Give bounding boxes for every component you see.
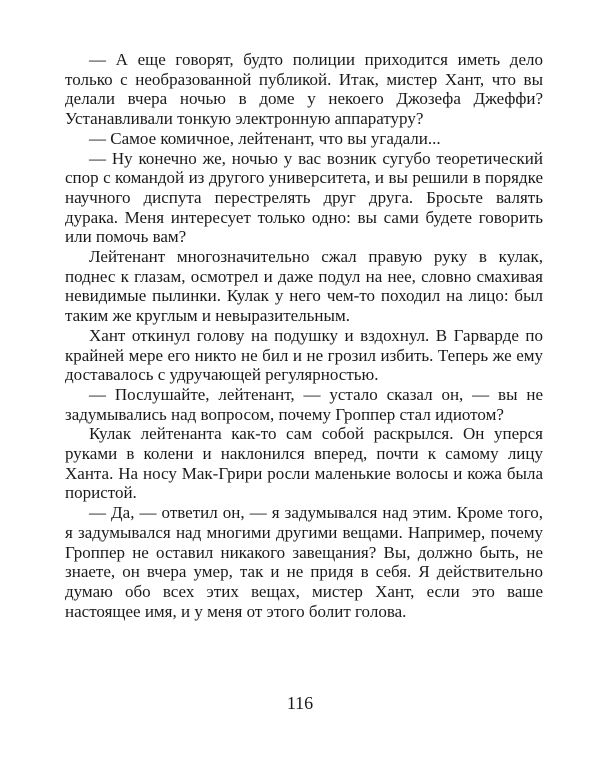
page-body	[65, 50, 543, 621]
paragraph-5: Хант откинул голову на подушку и вздохнул. В Гарварде по крайней мере его никто не бил и не грозил избить. Теперь же ему доставалось с удручающей регулярностью.	[65, 325, 543, 385]
paragraph-4: Лейтенант многозначительно сжал правую руку в кулак, поднес к глазам, осмотрел и даже подул на нее, словно смахивая невидимые пылинки. Кулак у него чем-то походил на лицо: был таким же круглым и невыразительным.	[65, 247, 543, 326]
paragraph-7: Кулак лейтенанта как-то сам собой раскрылся. Он уперся руками в колени и наклонился вперед, почти к самому лицу Ханта. На носу Мак-Грири росли маленькие волосы и кожа была пористой.	[65, 424, 543, 503]
paragraph-1: — А еще говорят, будто полиции приходится иметь дело только с необразованной публикой. Итак, мистер Хант, что вы делали вчера ночью в доме у некоего Джозефа Джеффи? Устанавливали тонкую электронную аппаратуру?	[65, 50, 543, 129]
page-number: 116	[286, 693, 314, 713]
paragraph-3: — Ну конечно же, ночью у вас возник сугубо теоретический спор с командой из другого университета, и вы решили в порядке научного диспута перестрелять друг друга. Бросьте валять дурака. Меня интересует только одно: вы сами будете говорить или помочь вам?	[65, 148, 543, 247]
paragraph-2: — Самое комичное, лейтенант, что вы угадали...	[89, 128, 441, 148]
paragraph-6: — Послушайте, лейтенант, — устало сказал он, — вы не задумывались над вопросом, почему Гроппер стал идиотом?	[65, 384, 543, 424]
paragraph-8: — Да, — ответил он, — я задумывался над этим. Кроме того, я задумывался над многими другими вещами. Например, почему Гроппер не оставил никакого завещания? Вы, должно быть, не знаете, он вчера умер, так и не придя в себя. Я действительно думаю обо всех этих вещах, мистер Хант, если это ваше настоящее имя, и у меня от этого болит голова.	[65, 503, 543, 621]
